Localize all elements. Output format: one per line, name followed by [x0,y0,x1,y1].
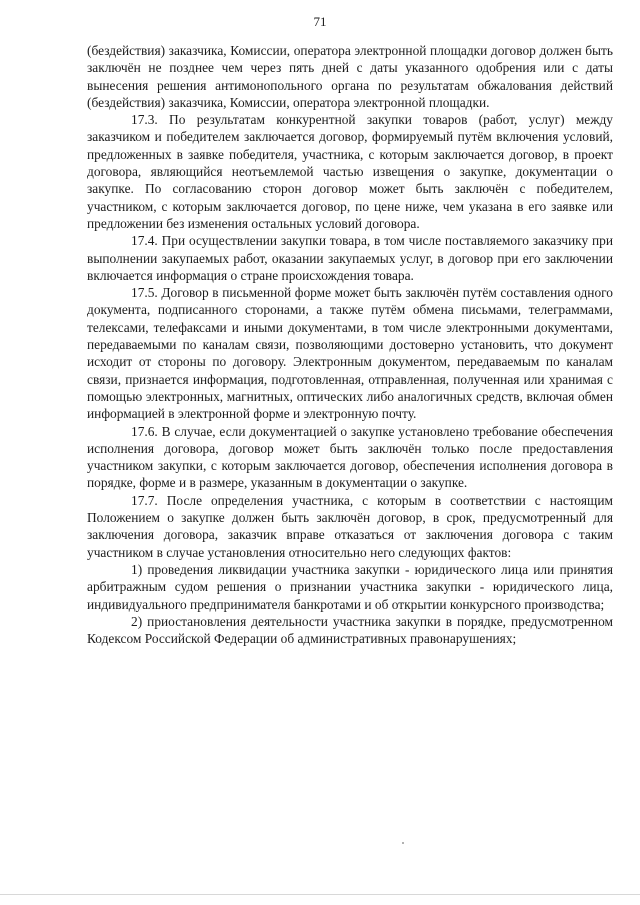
list-item-1: 1) проведения ликвидации участника закупки - юридического лица или принятия арбитражным судом решения о признании участника закупки - юридического лица, индивидуального предпринимателя банкротами и об открытии конкурсного производства; [87,561,613,612]
list-item-2: 2) приостановления деятельности участника закупки в порядке, предусмотренном Кодексом Российской Федерации об административных правонарушениях; [87,613,613,647]
scan-edge-line [0,894,640,895]
page-number: 71 [313,14,327,29]
paragraph-17-4: 17.4. При осуществлении закупки товара, в том числе поставляемого заказчику при выполнении закупаемых работ, оказании закупаемых услуг, в договор при его заключении включается информация о стране происхождения товара. [87,233,613,283]
document-body [87,42,613,647]
paragraph-17-3: 17.3. По результатам конкурентной закупки товаров (работ, услуг) между заказчиком и победителем заключается договор, формируемый путём включения условий, предложенных в заявке победителя, участника, с которым заключается договор, в проект договора, являющийся неотъемлемой частью извещения о закупке, документации о закупке. По согласованию сторон договор может быть заключён с победителем, участником, с которым заключается договор, по цене ниже, чем указана в его заявке или предложении без изменения остальных условий договора. [87,112,613,231]
paragraph-17-7: 17.7. После определения участника, с которым в соответствии с настоящим Положением о закупке должен быть заключён договор, в срок, предусмотренный для заключения договора, заказчик вправе отказаться от заключения договора с таким участником в случае установления относительно него следующих фактов: [87,492,613,560]
scan-speck [402,842,404,844]
paragraph-continuation: (бездействия) заказчика, Комиссии, оператора электронной площадки договор должен быть заключён не позднее чем через пять дней с даты указанного одобрения или с даты вынесения решения антимонопольного органа по результатам обжалования действий (бездействия) заказчика, Комиссии, оператора электронной площадки. [87,43,613,110]
paragraph-17-5: 17.5. Договор в письменной форме может быть заключён путём составления одного документа, подписанного сторонами, а также путём обмена письмами, телеграммами, телексами, телефаксами и иными документами, в том числе электронными документами, передаваемыми по каналам связи, позволяющими достоверно установить, что документ исходит от стороны по договору. Электронным документом, передаваемым по каналам связи, признается информация, подготовленная, отправленная, полученная или хранимая с помощью электронных, магнитных, оптических либо аналогичных средств, включая обмен информацией в электронной форме и электронную почту. [87,285,613,422]
paragraph-17-6: 17.6. В случае, если документацией о закупке установлено требование обеспечения исполнения договора, договор может быть заключён только после предоставления участником закупки, с которым заключается договор, обеспечения исполнения договора в порядке, форме и в размере, указанным в документации о закупке. [87,423,613,491]
